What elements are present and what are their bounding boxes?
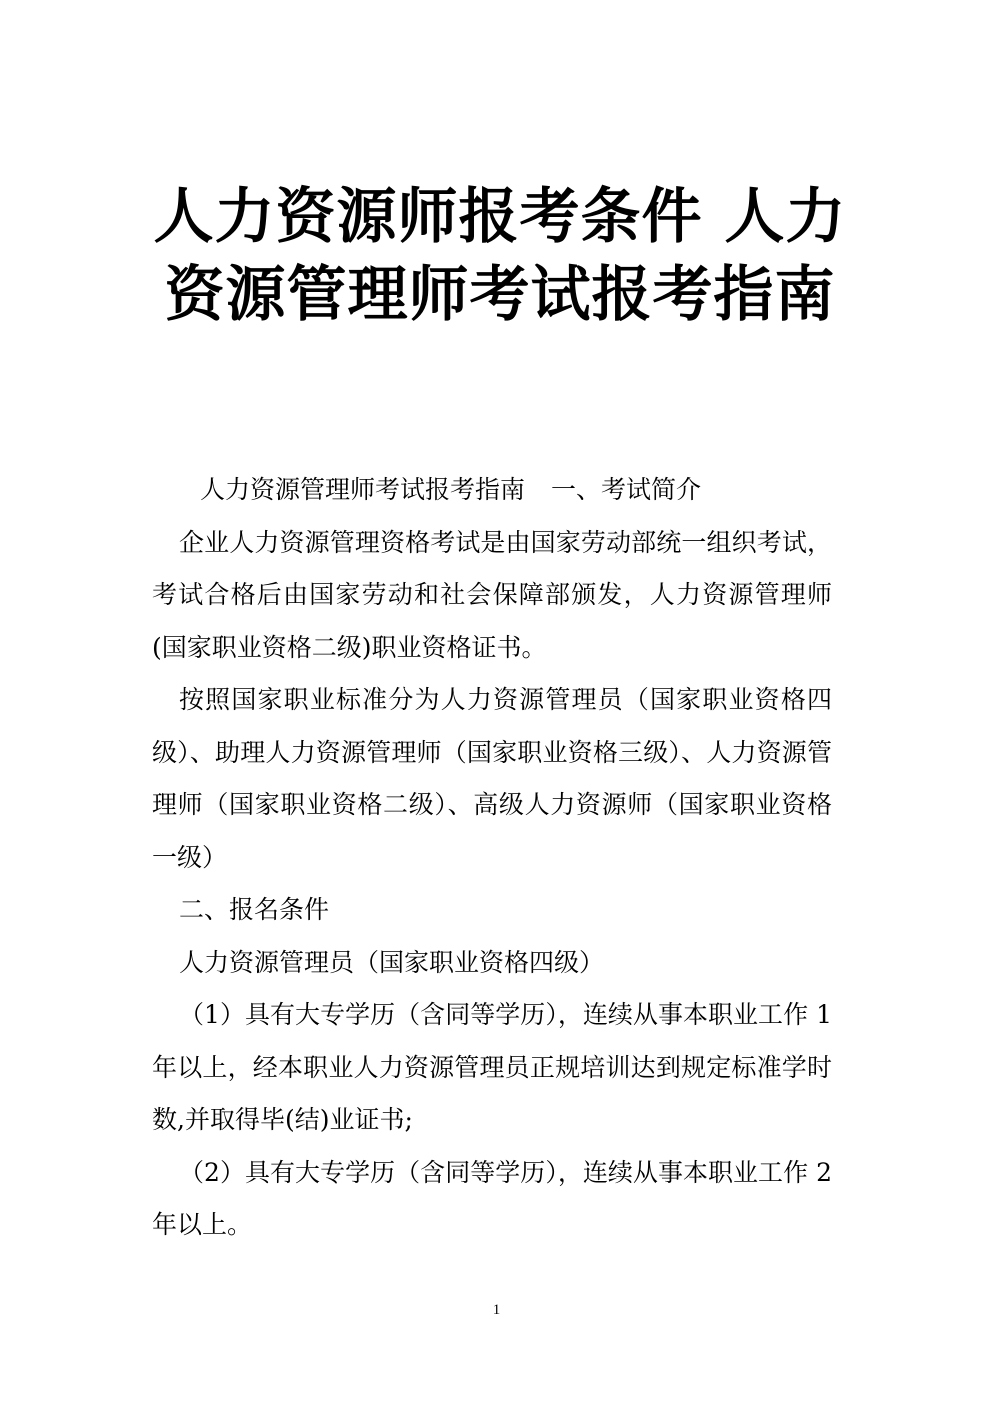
section-heading-intro: 一、考试简介 [551, 475, 702, 504]
paragraph-intro: 企业人力资源管理资格考试是由国家劳动部统一组织考试，考试合格后由国家劳动和社会保障部颁发，人力资源管理师(国家职业资格二级)职业资格证书。 [152, 527, 832, 662]
paragraph-levels: 按照国家职业标准分为人力资源管理员（国家职业资格四级）、助理人力资源管理师（国家职业资格三级）、人力资源管理师（国家职业资格二级）、高级人力资源师（国家职业资格一级） [152, 685, 832, 872]
condition-1: （1）具有大专学历（含同等学历），连续从事本职业工作 1 年以上，经本职业人力资源管理员正规培训达到规定标准学时数,并取得毕(结)业证书; [152, 1000, 832, 1134]
lead-paragraph [152, 464, 832, 517]
title-line-1: 人力资源师报考条件 人力 [153, 182, 847, 252]
title-line-2: 资源管理师考试报考指南 [164, 260, 836, 330]
document-title [150, 178, 850, 334]
subheading-level4: 人力资源管理员（国家职业资格四级） [179, 947, 605, 977]
lead-heading: 人力资源管理师考试报考指南 [200, 475, 526, 504]
page-number: 1 [492, 1302, 501, 1318]
section-heading-requirements: 二、报名条件 [179, 895, 330, 924]
condition-2: （2）具有大专学历（含同等学历），连续从事本职业工作 2 年以上。 [152, 1157, 832, 1239]
document-body [152, 464, 832, 1252]
